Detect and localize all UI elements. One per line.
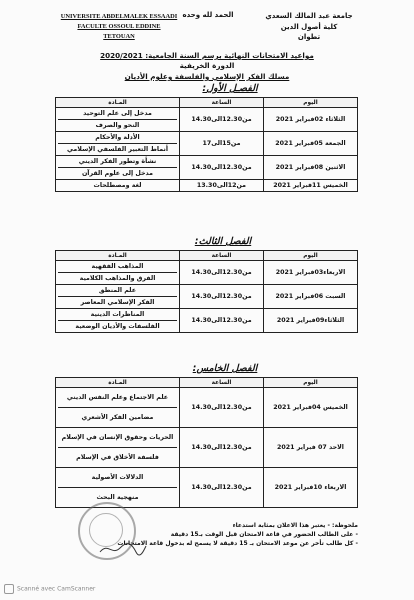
time-cell: من12الى13.30 [180, 180, 264, 192]
day-header: اليوم [264, 378, 358, 388]
note-line: - على الطالب الحضور في قاعة الامتحان قبل الوقت بـ15 دقيقة [170, 531, 358, 538]
subject-header: المـادة [56, 98, 180, 108]
city-latin: TETOUAN [103, 33, 135, 40]
subject-header: المـادة [56, 378, 180, 388]
table-row [56, 261, 358, 285]
time-header: الساعة [180, 251, 264, 261]
semester-3-title: الفصل الثالث: [194, 236, 252, 247]
exam-schedule-title: مواعيد الامتحانات النهائية برسم السنة الجامعية: 2020/2021 [100, 51, 314, 60]
subject-header: المـادة [56, 251, 180, 261]
university-header-arabic [244, 11, 374, 43]
session-title: الدورة الخريفية [179, 61, 235, 70]
camscanner-icon [4, 584, 14, 594]
time-cell: من12.30الى14.30 [180, 388, 264, 428]
day-cell: الخميس 04فبراير 2021 [264, 388, 358, 428]
day-cell: الاربعاء 10فبراير 2021 [264, 468, 358, 508]
time-header: الساعة [180, 378, 264, 388]
university-header-latin [44, 12, 194, 42]
notes-label: ملحوظة: [332, 522, 358, 529]
faculty-name-arabic: كلية أصول الدين [280, 22, 338, 31]
day-header: اليوم [264, 251, 358, 261]
subject-cell: لغة ومصطلحات [56, 180, 180, 192]
basmala-header: الحمد لله وحده [182, 11, 234, 19]
subject-cell: علم الاجتماع وعلم النفس الديني مضامين الفكر الأشعري [56, 388, 180, 428]
table-header-row [56, 98, 358, 108]
signature-icon [98, 540, 148, 558]
time-cell: من12.30الى14.30 [180, 261, 264, 285]
time-cell: من12.30الى14.30 [180, 309, 264, 333]
day-cell: الاحد 07 فبراير 2021 [264, 428, 358, 468]
semester-5-table [55, 377, 358, 508]
time-cell: من15الى17 [180, 132, 264, 156]
table-row [56, 180, 358, 192]
note-line: - كل طالب تأخر عن موعد الامتحان بـ 15 دقيقة لا يسمح له بدخول قاعة الامتحانات [117, 540, 358, 547]
table-row [56, 285, 358, 309]
table-row [56, 428, 358, 468]
semester-1-title: الفصـل الأول: [202, 83, 258, 94]
semester-5-title: الفصل الخامس: [192, 363, 258, 374]
time-cell: من12.30الى14.30 [180, 468, 264, 508]
university-name-arabic: جامعة عبد المالك السعدي [265, 12, 353, 20]
time-cell: من12.30الى14.30 [180, 285, 264, 309]
day-cell: الثلاثاء 02فبراير 2021 [264, 108, 358, 132]
subject-cell: المناظرات الدينية الفلسفات والأديان الوضعية [56, 309, 180, 333]
subject-cell: الحريات وحقوق الإنسان في الإسلام فلسفة الأخلاق في الإسلام [56, 428, 180, 468]
semester-1-table [55, 97, 358, 192]
table-header-row [56, 251, 358, 261]
time-header: الساعة [180, 98, 264, 108]
day-cell: الجمعة 05فبراير 2021 [264, 132, 358, 156]
day-header: اليوم [264, 98, 358, 108]
city-arabic: تطوان [297, 33, 321, 41]
time-cell: من12.30الى14.30 [180, 156, 264, 180]
subject-cell: الأدلة والأحكام أنماط التعبير الفلسفي الإسلامي [56, 132, 180, 156]
table-row [56, 388, 358, 428]
university-name-latin: UNIVERSITE ABDELMALEK ESSAADI [60, 13, 178, 20]
day-cell: الاربعاء03فبراير 2021 [264, 261, 358, 285]
day-cell: الثلاثاء09فبراير 2021 [264, 309, 358, 333]
program-title: مسلك الفكر الإسلامي والفلسفة وعلوم الأديان [124, 72, 290, 81]
semester-3-table [55, 250, 358, 333]
table-row [56, 108, 358, 132]
subject-cell: علم المنطق الفكر الإسلامي المعاصر [56, 285, 180, 309]
note-line: ملحوظة: - يعتبر هذا الاعلان بمثابة استدعاء [232, 522, 358, 529]
table-row [56, 132, 358, 156]
subject-cell: نشأة وتطور الفكر الديني مدخل إلى علوم القرآن [56, 156, 180, 180]
table-header-row [56, 378, 358, 388]
day-cell: الخميس 11فبراير 2021 [264, 180, 358, 192]
subject-cell: مدخل إلى علم التوحيد النحو والصرف [56, 108, 180, 132]
day-cell: السبت 06فبراير 2021 [264, 285, 358, 309]
time-cell: من12.30الى14.30 [180, 428, 264, 468]
subject-cell: المذاهب الفقهية الفرق والمذاهب الكلامية [56, 261, 180, 285]
day-cell: الاثنين 08فبراير 2021 [264, 156, 358, 180]
time-cell: من12.30الى14.30 [180, 108, 264, 132]
camscanner-watermark: Scanné avec CamScanner [4, 584, 95, 594]
table-row [56, 309, 358, 333]
subject-cell: الدلالات الأصولية منهجية البحث [56, 468, 180, 508]
table-row [56, 156, 358, 180]
faculty-name-latin: FACULTE OSSOUL EDDINE [77, 23, 161, 30]
